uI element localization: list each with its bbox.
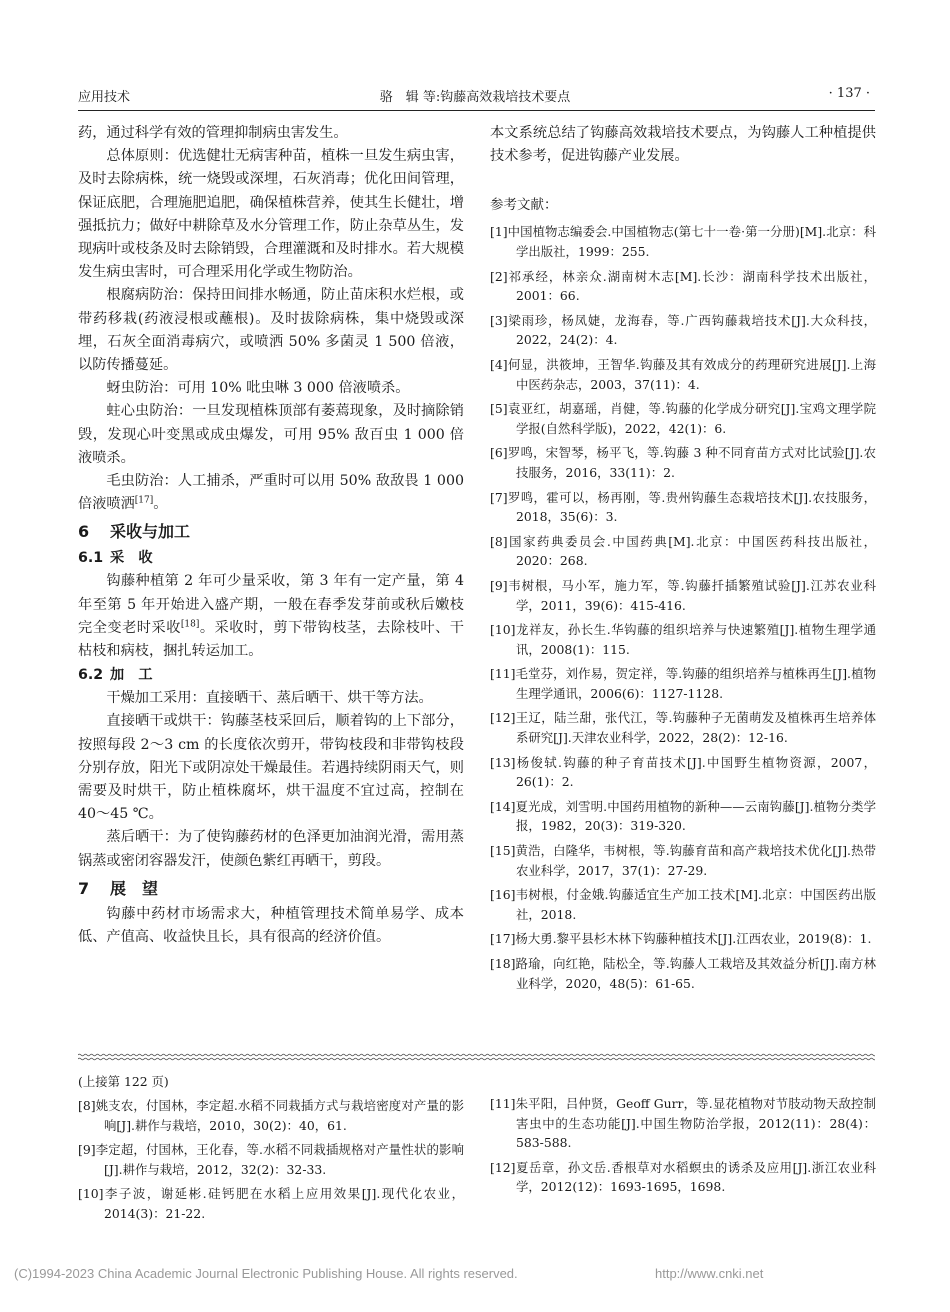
- reference-item: [5]袁亚红，胡嘉瑶，肖健，等.钩藤的化学成分研究[J].宝鸡文理学院学报(自然科学版)，2022，42(1)：6.: [490, 401, 876, 436]
- footnote-reference-item: [11]朱平阳，吕仲贤，Geoff Gurr，等.显花植物对节肢动物天敌控制害虫中的生态功能[J].中国生物防治学报，2012(11)：28(4)：583-588.: [490, 1096, 876, 1151]
- section-6-1-heading: [78, 546, 464, 570]
- running-header-section: 应用技术: [78, 90, 131, 105]
- reference-item: [17]杨大勇.黎平县杉木林下钩藤种植技术[J].江西农业，2019(8)：1.: [490, 931, 872, 947]
- continued-note: (上接第 122 页): [78, 1074, 169, 1089]
- reference-item: [7]罗鸣，霍可以，杨再刚，等.贵州钩藤生态栽培技术[J].农技服务，2018，35(6)：3.: [490, 489, 876, 525]
- section-7-title: 展 望: [110, 878, 159, 898]
- section-6-1-number: 6.1: [78, 550, 104, 567]
- header-rule: [78, 110, 875, 111]
- reference-item: [12]王辽，陆兰甜，张代江，等.钩藤种子无菌萌发及植株再生培养体系研究[J].天津农业科学，2022，28(2)：12-16.: [490, 710, 876, 746]
- footnote-left-column: [78, 1072, 464, 1229]
- reference-item: [2]祁承经，林亲众.湖南树木志[M].长沙：湖南科学技术出版社，2001：66.: [490, 268, 876, 304]
- reference-list: [490, 222, 876, 993]
- references-title: 参考文献：: [490, 197, 558, 214]
- reference-item: [4]何显，洪筱坤，王智华.钩藤及其有效成分的药理研究进展[J].上海中医药杂志，2003，37(11)：4.: [490, 356, 876, 392]
- left-column: [78, 122, 464, 949]
- paragraph-intro: 药，通过科学有效的管理抑制病虫害发生。: [78, 125, 348, 141]
- section-6-1-title: 采 收: [110, 550, 153, 567]
- reference-item: [10]龙祥友，孙长生.华钩藤的组织培养与快速繁殖[J].植物生理学通讯，2008(1)：115.: [490, 622, 876, 657]
- copyright-text: (C)1994-2023 China Academic Journal Electronic Publishing House. All rights reserved.: [14, 1266, 518, 1281]
- footnote-list-left: [78, 1096, 464, 1224]
- paragraph-caterpillar: [78, 470, 464, 516]
- harvest-text: 钩藤种植第 2 年可少量采收，第 3 年有一定产量，第 4 年至第 5 年开始进入盛产期，一般在春季发芽前或秋后嫩枝完全变老时采收: [78, 573, 464, 636]
- footnote-reference-item: [10]李子波，谢延彬.硅钙肥在水稻上应用效果[J].现代化农业，2014(3)：21-22.: [78, 1186, 464, 1221]
- paragraph-aphid: 蚜虫防治：可用 10% 吡虫啉 3 000 倍液喷杀。: [106, 380, 410, 397]
- reference-item: [3]梁雨珍，杨凤婕，龙海春，等.广西钩藤栽培技术[J].大众科技，2022，24(2)：4.: [490, 312, 876, 348]
- reference-item: [14]夏光成，刘雪明.中国药用植物的新种——云南钩藤[J].植物分类学报，1982，20(3)：319-320.: [490, 798, 876, 834]
- paragraph-steam-dry: 蒸后晒干：为了使钩藤药材的色泽更加油润光滑，需用蒸锅蒸或密闭容器发汗，使颜色紫红再晒干，剪段。: [78, 829, 464, 869]
- paragraph-borer: 蛀心虫防治：一旦发现植株顶部有萎蔫现象，及时摘除销毁，发现心叶变黑或成虫爆发，可用 95% 敌百虫 1 000 倍液喷杀。: [78, 403, 464, 466]
- running-header-title: 骆 辑 等:钩藤高效栽培技术要点: [379, 90, 571, 105]
- section-6-2-title: 加 工: [110, 667, 153, 684]
- paragraph-outlook: 钩藤中药材市场需求大，种植管理技术简单易学、成本低、产值高、收益快且长，具有很高的经济价值。: [78, 905, 464, 946]
- footnote-list-right: [490, 1094, 876, 1197]
- page-number: · 137 ·: [828, 86, 870, 101]
- reference-item: [6]罗鸣，宋智琴，杨平飞，等.钩藤 3 种不同育苗方式对比试验[J].农技服务，2016，33(11)：2.: [490, 445, 876, 480]
- cnki-link[interactable]: http://www.cnki.net: [655, 1266, 764, 1281]
- paragraph-harvest: [78, 570, 464, 663]
- paragraph-principle: 总体原则：优选健壮无病害种苗，植株一旦发生病虫害，及时去除病株，统一烧毁或深埋，石灰消毒；优化田间管理，保证底肥，合理施肥追肥，确保植株营养，使其生长健壮，增强抵抗力；做好中耕除草及水分管理工作，防止杂草丛生，发现病叶或枝条及时去除销毁，合理灌溉和及时排水。若大规模发生病虫害时，可合理采用化学或生物防治。: [78, 148, 464, 281]
- section-6-number: 6: [78, 522, 90, 542]
- reference-item: [13]杨俊轼.钩藤的种子育苗技术[J].中国野生植物资源，2007，26(1)：2.: [490, 754, 876, 790]
- harvest-end: 。采收时，剪下带钩枝茎，去除枝叶、干枯枝和病枝，捆扎转运加工。: [78, 619, 464, 660]
- section-7-number: 7: [78, 878, 90, 898]
- paragraph-drying: 干燥加工采用：直接晒干、蒸后晒干、烘干等方法。: [106, 690, 433, 707]
- wavy-separator: [78, 1052, 875, 1062]
- footnote-reference-item: [12]夏岳章，孙文岳.香根草对水稻螟虫的诱杀及应用[J].浙江农业科学，2012(12)：1693-1695，1698.: [490, 1159, 876, 1195]
- section-6-2-heading: [78, 663, 464, 687]
- citation-17: [17]: [134, 495, 154, 506]
- paragraph-root-rot: 根腐病防治：保持田间排水畅通，防止苗床积水烂根，或带药移栽(药液浸根或蘸根)。及时拔除病株，集中烧毁或深埋，石灰全面消毒病穴，或喷洒 50% 多菌灵 1 500 倍液，以防传播蔓延。: [78, 287, 464, 374]
- reference-item: [1]中国植物志编委会.中国植物志(第七十一卷·第一分册)[M].北京：科学出版社，1999：255.: [490, 224, 876, 259]
- reference-item: [9]韦树根，马小军，施力军，等.钩藤扦插繁殖试验[J].江苏农业科学，2011，39(6)：415-416.: [490, 577, 876, 613]
- reference-item: [18]路瑜，向红艳，陆松全，等.钩藤人工栽培及其效益分析[J].南方林业科学，2020，48(5)：61-65.: [490, 956, 876, 991]
- paragraph-direct-dry: 直接晒干或烘干：钩藤茎枝采回后，顺着钩的上下部分，按照每段 2～3 cm 的长度依次剪开，带钩枝段和非带钩枝段分别存放，阳光下或阴凉处干燥最佳。若遇持续阴雨天气，则需要及时烘干，防止植株腐坏，烘干温度不宜过高，控制在 40～45 ℃。: [78, 713, 464, 823]
- footnote-reference-item: [9]李定超，付国林，王化春，等.水稻不同栽插规格对产量性状的影响[J].耕作与栽培，2012，32(2)：32-33.: [78, 1142, 464, 1177]
- reference-item: [8]国家药典委员会.中国药典[M].北京：中国医药科技出版社，2020：268.: [490, 533, 876, 569]
- right-column: [490, 122, 876, 998]
- reference-item: [11]毛堂芬，刘作易，贺定祥，等.钩藤的组织培养与植株再生[J].植物生理学通讯，2006(6)：1127-1128.: [490, 666, 876, 701]
- caterpillar-end: 。: [153, 496, 168, 513]
- section-6-heading: [78, 520, 464, 544]
- citation-18: [18]: [180, 619, 200, 630]
- reference-item: [15]黄浩，白隆华，韦树根，等.钩藤育苗和高产栽培技术优化[J].热带农业科学，2017，37(1)：27-29.: [490, 843, 876, 878]
- section-7-heading: [78, 877, 464, 901]
- caterpillar-text: 毛虫防治：人工捕杀，严重时可以用 50% 敌敌畏 1 000倍液喷洒: [78, 473, 464, 513]
- paragraph-conclusion: 本文系统总结了钩藤高效栽培技术要点，为钩藤人工种植提供技术参考，促进钩藤产业发展。: [490, 125, 876, 165]
- footnote-right-column: [490, 1094, 876, 1202]
- reference-item: [16]韦树根，付金娥.钩藤适宜生产加工技术[M].北京：中国医药出版社，2018.: [490, 887, 876, 922]
- footnote-reference-item: [8]姚支农，付国林，李定超.水稻不同栽插方式与栽培密度对产量的影响[J].耕作与栽培，2010，30(2)：40，61.: [78, 1098, 464, 1133]
- section-6-title: 采收与加工: [110, 522, 191, 542]
- section-6-2-number: 6.2: [78, 667, 104, 684]
